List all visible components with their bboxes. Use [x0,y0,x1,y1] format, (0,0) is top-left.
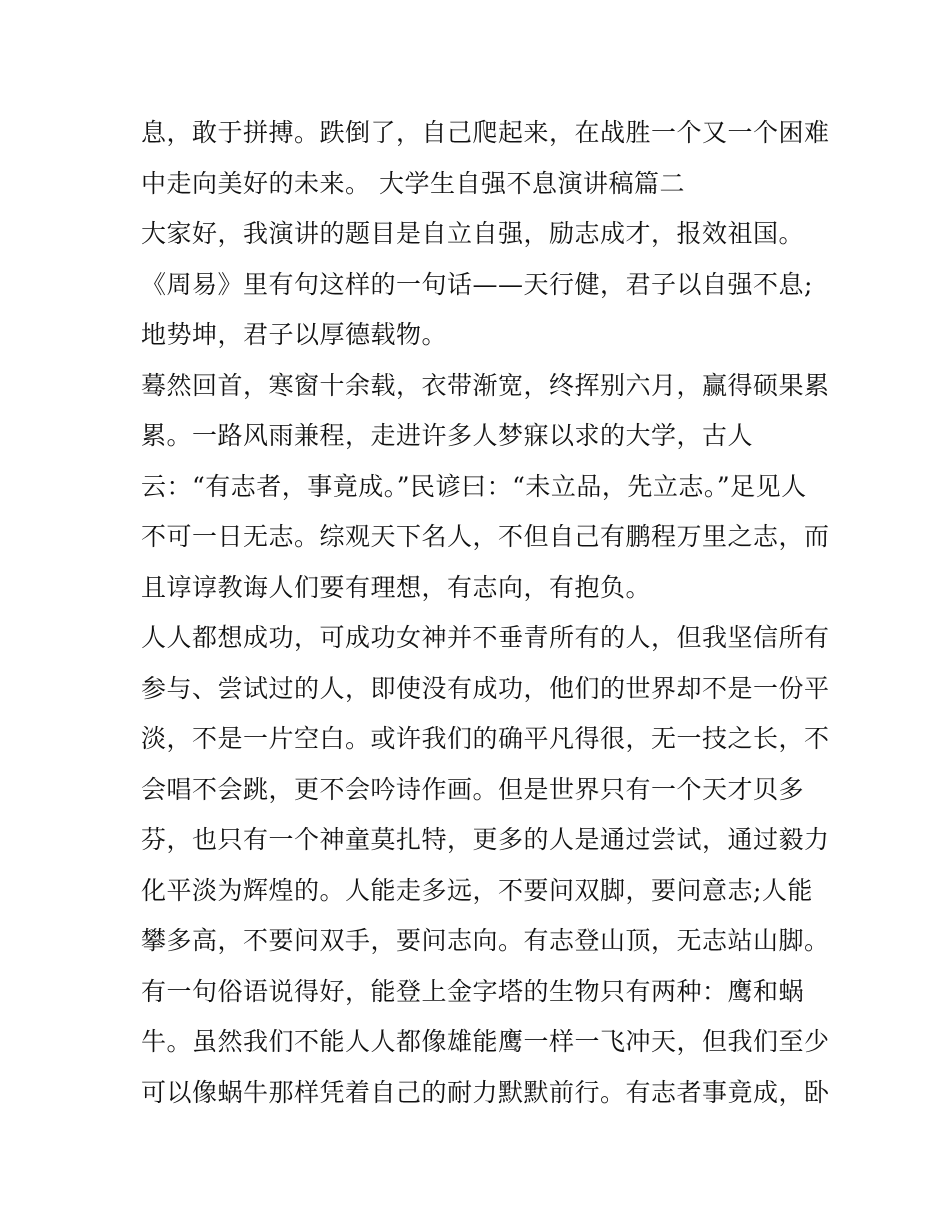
text-line: 淡，不是一片空白。或许我们的确平凡得很，无一技之长，不 [141,724,830,753]
text-line: 芬，也只有一个神童莫扎特，更多的人是通过尝试，通过毅力 [141,825,830,854]
text-line: 云：“有志者，事竟成。”民谚曰：“未立品，先立志。”足见人 [141,471,807,501]
text-line: 蓦然回首，寒窗十余载，衣带渐宽，终挥别六月，赢得硕果累 [141,370,830,400]
text-line: 不可一日无志。综观天下名人，不但自己有鹏程万里之志，而 [141,522,830,551]
text-line: 《周易》里有句这样的一句话——天行健，君子以自强不息; [141,269,813,299]
text-line: 可以像蜗牛那样凭着自己的耐力默默前行。有志者事竟成，卧 [141,1077,830,1107]
text-line: 中走向美好的未来。 大学生自强不息演讲稿篇二 [141,168,685,198]
text-line: 人人都想成功，可成功女神并不垂青所有的人，但我坚信所有 [141,623,830,652]
text-line: 累。一路风雨兼程，走进许多人梦寐以求的大学，古人 [141,421,754,450]
text-line: 会唱不会跳，更不会吟诗作画。但是世界只有一个天才贝多 [141,774,805,804]
text-line: 有一句俗语说得好，能登上金字塔的生物只有两种：鹰和蜗 [141,976,805,1006]
text-line: 大家好，我演讲的题目是自立自强，励志成才，报效祖国。 [141,219,805,248]
text-line: 息，敢于拼搏。跌倒了，自己爬起来，在战胜一个又一个困难 [141,118,830,147]
text-line: 牛。虽然我们不能人人都像雄能鹰一样一飞冲天，但我们至少 [141,1027,830,1056]
text-line: 攀多高，不要问双手，要问志向。有志登山顶，无志站山脚。 [141,926,830,955]
text-line: 地势坤，君子以厚德载物。 [141,320,448,349]
text-line: 且谆谆教诲人们要有理想，有志向，有抱负。 [141,572,652,602]
text-line: 化平淡为辉煌的。人能走多远，不要问双脚，要问意志;人能 [141,875,813,905]
speech-text-body [141,108,830,1118]
text-line: 参与、尝试过的人，即使没有成功，他们的世界却不是一份平 [141,673,830,703]
